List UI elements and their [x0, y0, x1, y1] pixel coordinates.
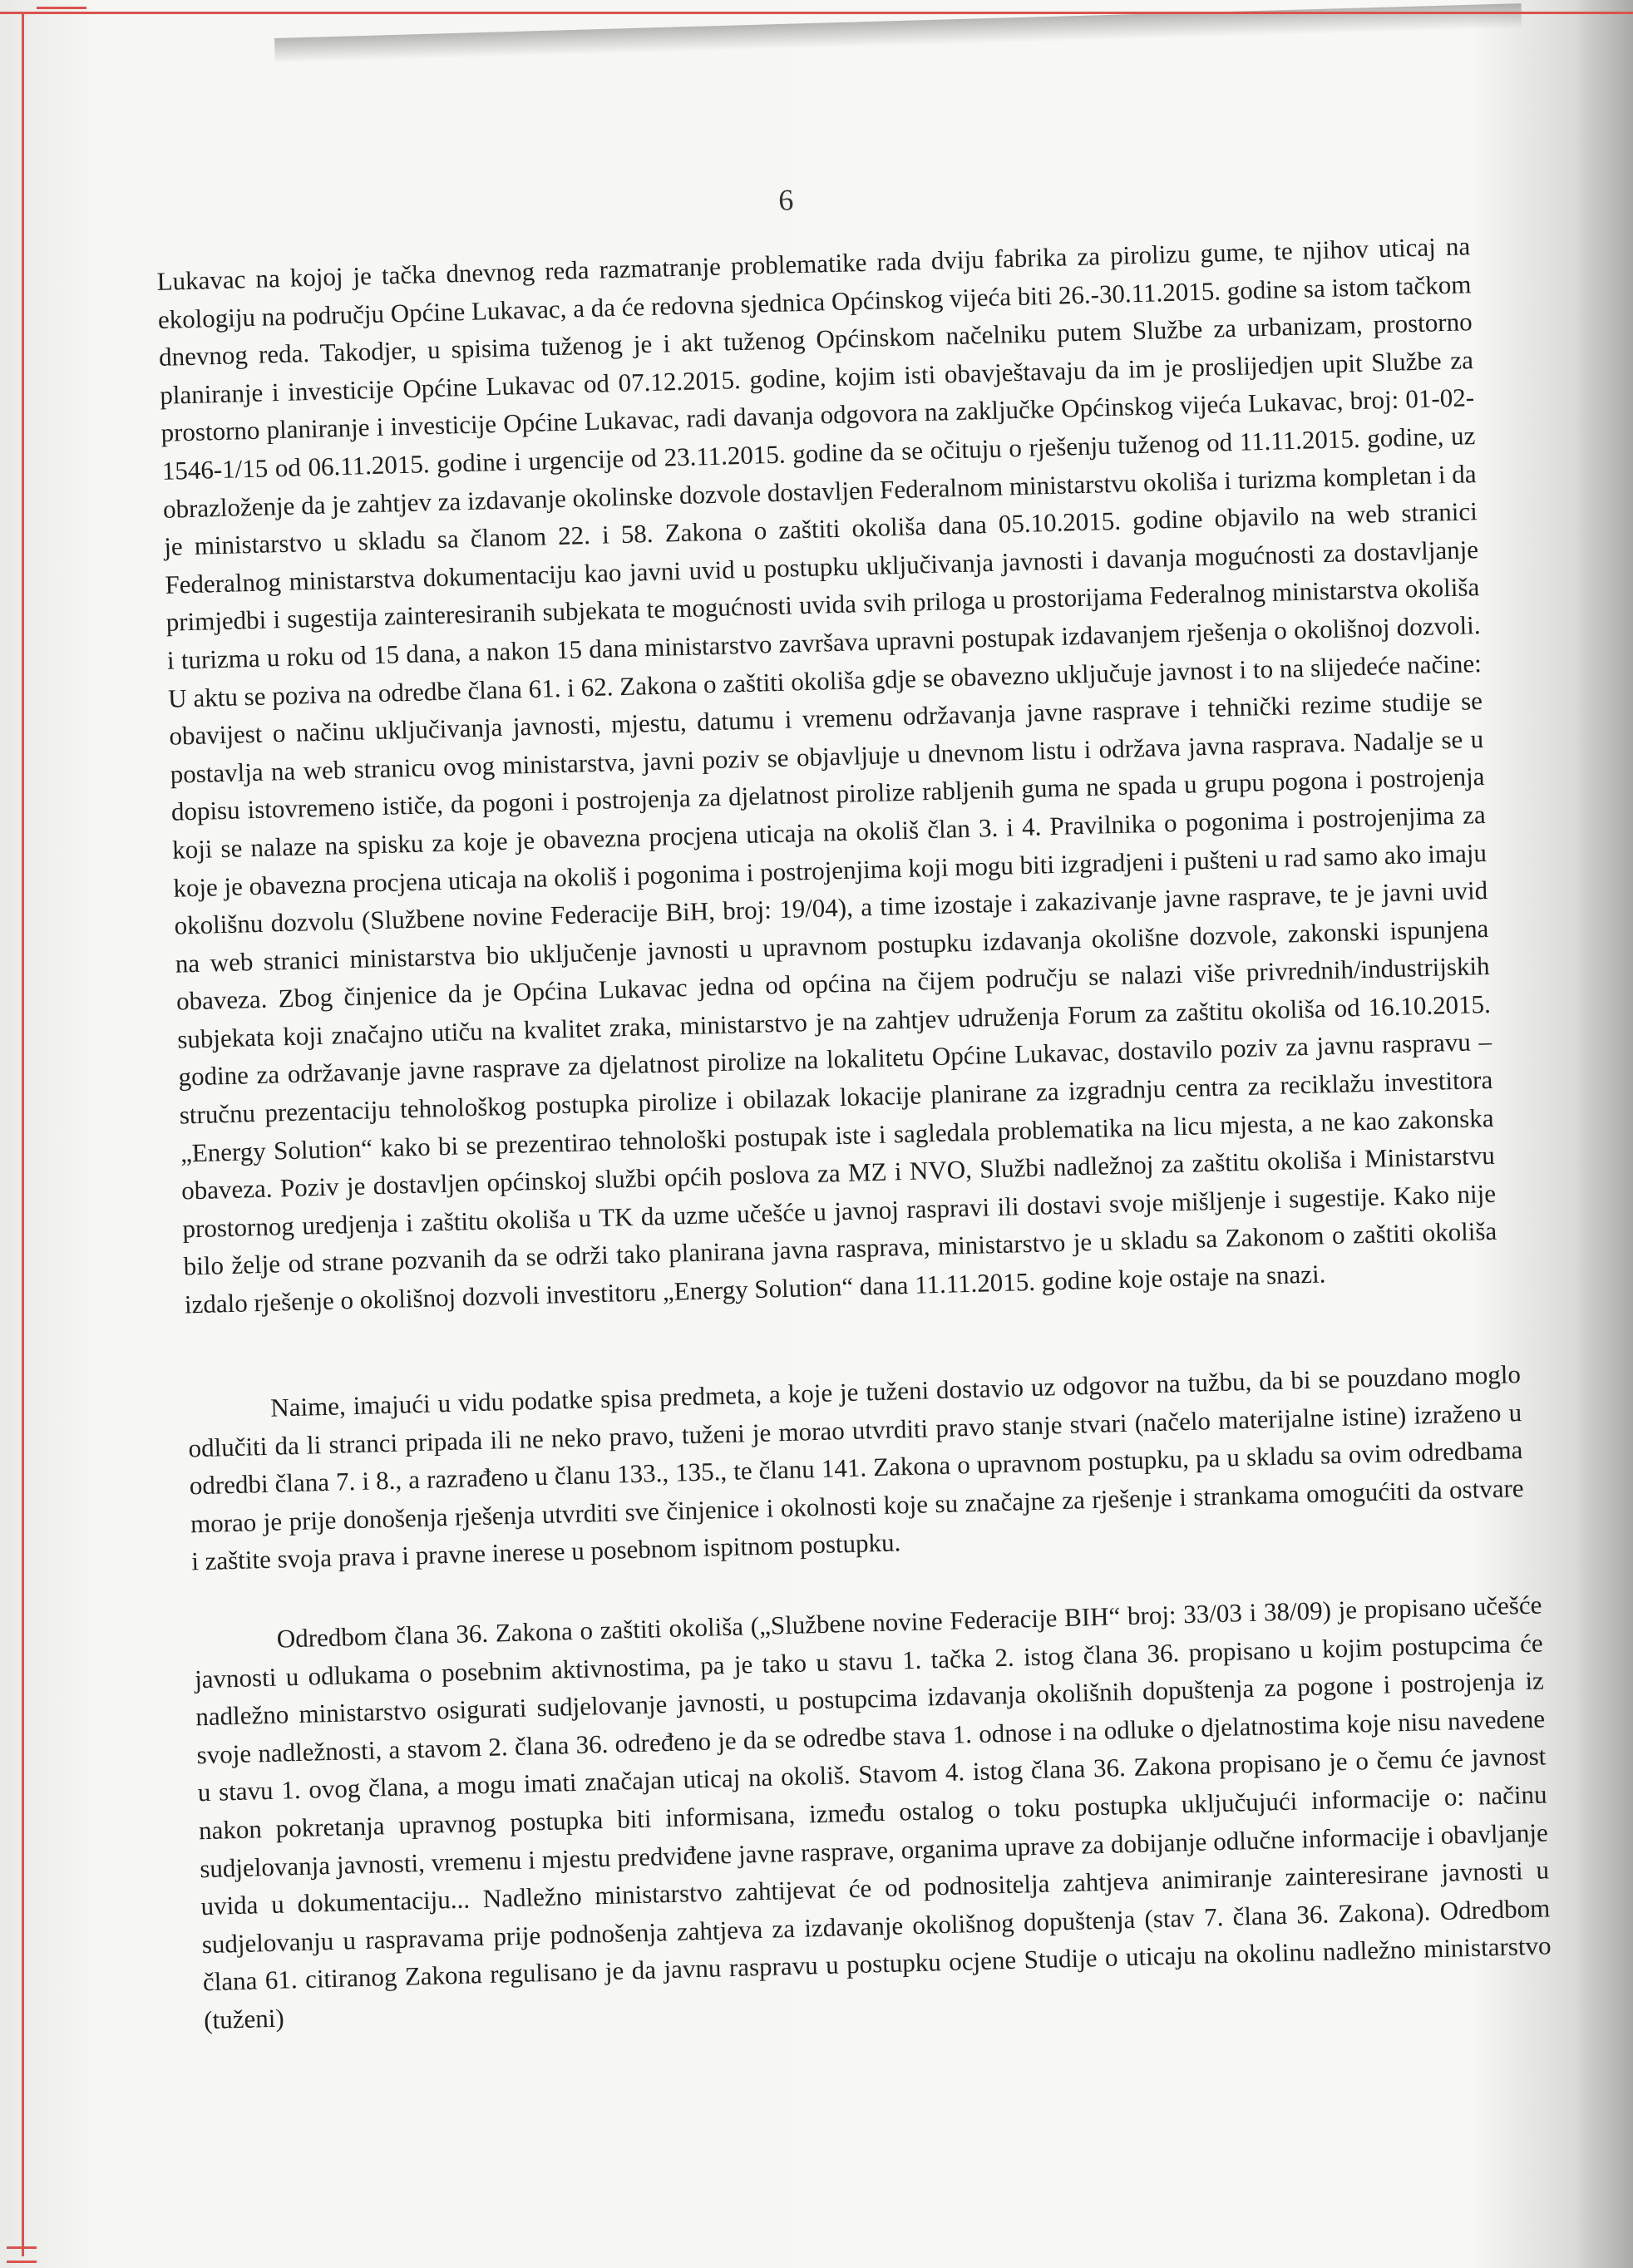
left-margin-rule — [22, 12, 24, 2256]
page-number: 6 — [777, 183, 794, 217]
paragraph: Odredbom člana 36. Zakona o zaštiti okoliša („Službene novine Federacije BIH“ broj: 33/03 i 38/09) je propisano učešće javnosti u odlukama o posebnim aktivnostima, pa je tako u stavu 1. tačka 2. istog člana 36. propisano u kojim postupcima će nadležno ministarstvo osigurati sudjelovanje javnosti, u postupcima izdavanja okolišnih dopuštenja za pogone i postrojenja iz svoje nadležnosti, a stavom 2. člana 36. određeno je da se odredbe stava 1. odnose i na odluke o djelatnostima koje nisu navedene u stavu 1. ovog člana, a mogu imati značajan uticaj na okoliš. Stavom 4. istog člana 36. Zakona propisano je o čemu će javnost nakon pokretanja upravnog postupka biti informisana, između ostalog o toku postupka uključujući informacije o: načinu sudjelovanja javnosti, vremenu i mjestu predviđene javne rasprave, organima uprave za dobijanje odlučne informacije i obavljanje uvida u dokumentaciju... Nadležno ministarstvo zahtijevat će od podnositelja zahtjeva animiranje zainteresirane javnosti u sudjelovanju u raspravama prije podnošenja zahtjeva za izdavanje okolišnog dopuštenja (stav 7. člana 36. Zakona). Odredbom člana 61. citiranog Zakona regulisano je da javnu raspravu u postupku ocjene Studije o uticaju na okolinu nadležno ministarstvo (tuženi) — [194, 1590, 1552, 2035]
paragraph: Naime, imajući u vidu podatke spisa predmeta, a koje je tuženi dostavio uz odgovor na tužbu, da bi se pouzdano moglo odlučiti da li stranci pripada ili ne neko pravo, tuženi je morao utvrditi pravo stanje stvari (načelo materijalne istine) izraženo u odredbi člana 7. i 8., a razrađeno u članu 133., 135., te članu 141. Zakona o upravnom postupku, pa u skladu sa ovim odredbama morao je prije donošenja rješenja utvrditi sve činjenice i okolnosti koje su značajne za rješenje i strankama omogućiti da ostvare i zaštite svoja prava i pravne inerese u posebnom ispitnom postupku. — [188, 1359, 1524, 1576]
paragraph: Lukavac na kojoj je tačka dnevnog reda razmatranje problematike rada dviju fabrika za pirolizu gume, te njihov uticaj na ekologiju na području Općine Lukavac, a da će redovna sjednica Općinskog vijeća biti 26.-30.11.2015. godine sa istom tačkom dnevnog reda. Takodjer, u spisima tuženog je i akt tuženog Općinskom načelniku putem Službe za urbanizam, prostorno planiranje i investicije Općine Lukavac od 07.12.2015. godine, kojim isti obavještavaju da im je proslijedjen upit Službe za prostorno planiranje i investicije Općine Lukavac, radi davanja odgovora na zaključke Općinskog vijeća Lukavac, broj: 01-02-1546-1/15 od 06.11.2015. godine i urgencije od 23.11.2015. godine da se očituju o rješenju tuženog od 11.11.2015. godine, uz obrazloženje da je zahtjev za izdavanje okolinske dozvole dostavljen Federalnom ministarstvu okoliša i turizma kompletan i da je ministarstvo u skladu sa članom 22. i 58. Zakona o zaštiti okoliša dana 05.10.2015. godine objavilo na web stranici Federalnog ministarstva dokumentaciju kao javni uvid u postupku uključivanja javnosti i davanja mogućnosti za dostavljanje primjedbi i sugestija zainteresiranih subjekata te mogućnosti uvida svih priloga u prostorijama Federalnog ministarstva okoliša i turizma u roku od 15 dana, a nakon 15 dana ministarstvo završava upravni postupak izdavanjem rješenja o okolišnoj dozvoli. U aktu se poziva na odredbe člana 61. i 62. Zakona o zaštiti okoliša gdje se obavezno uključuje javnost i to na slijedeće načine: obavijest o načinu uključivanja javnosti, mjestu, datumu i vremenu održavanja javne rasprave i tehnički rezime studije se postavlja na web stranicu ovog ministarstva, javni poziv se objavljuje u dnevnom listu i održava javna rasprava. Nadalje se u dopisu istovremeno ističe, da pogoni i postrojenja za djelatnost pirolize rabljenih guma ne spada u grupu pogona i postrojenja koji se nalaze na spisku za koje je obavezna procjena uticaja na okoliš član 3. i 4. Pravilnika o pogonima i postrojenjima za koje je obavezna procjena uticaja na okoliš i pogonima i postrojenjima koji mogu biti izgradjeni i pušteni u rad samo ako imaju okolišnu dozvolu (Službene novine Federacije BiH, broj: 19/04), a time izostaje i zakazivanje javne rasprave, te je javni uvid na web stranici ministarstva bio uključenje javnosti u upravnom postupku izdavanja okolišne dozvole, zakonski ispunjena obaveza. Zbog činjenice da je Općina Lukavac jedna od općina na čijem području se nalazi više privrednih/industrijskih subjekata koji značajno utiču na kvalitet zraka, ministarstvo je na zahtjev udruženja Forum za zaštitu okoliša od 16.10.2015. godine za održavanje javne rasprave za djelatnost pirolize na lokalitetu Općine Lukavac, dostavilo poziv za javnu raspravu – stručnu prezentaciju tehnološkog postupka pirolize i obilazak lokacije planirane za izgradnju centra za reciklažu investitora „Energy Solution“ kako bi se prezentirao tehnološki postupak iste i sagledala problematika na licu mjesta, a ne kao zakonska obaveza. Poziv je dostavljen općinskoj službi općih poslova za MZ i NVO, Službi nadležnoj za zaštitu okoliša i Ministarstvu prostornog uredjenja i zaštitu okoliša u TK da uzme učešće u javnoj raspravi ili dostavi svoje mišljenje i sugestije. Kako nije bilo želje od strane pozvanih da se održi tako planirana javna rasprava, ministarstvo je u skladu sa Zakonom o zaštiti okoliša izdalo rješenje o okolišnoj dozvoli investitoru „Energy Solution“ dana 11.11.2015. godine koje ostaje na snazi. — [156, 231, 1497, 1319]
top-corner-mark — [37, 0, 86, 9]
page-edge-shadow — [1575, 0, 1633, 2268]
bottom-corner-mark — [7, 2246, 37, 2263]
top-margin-rule — [0, 12, 1633, 14]
